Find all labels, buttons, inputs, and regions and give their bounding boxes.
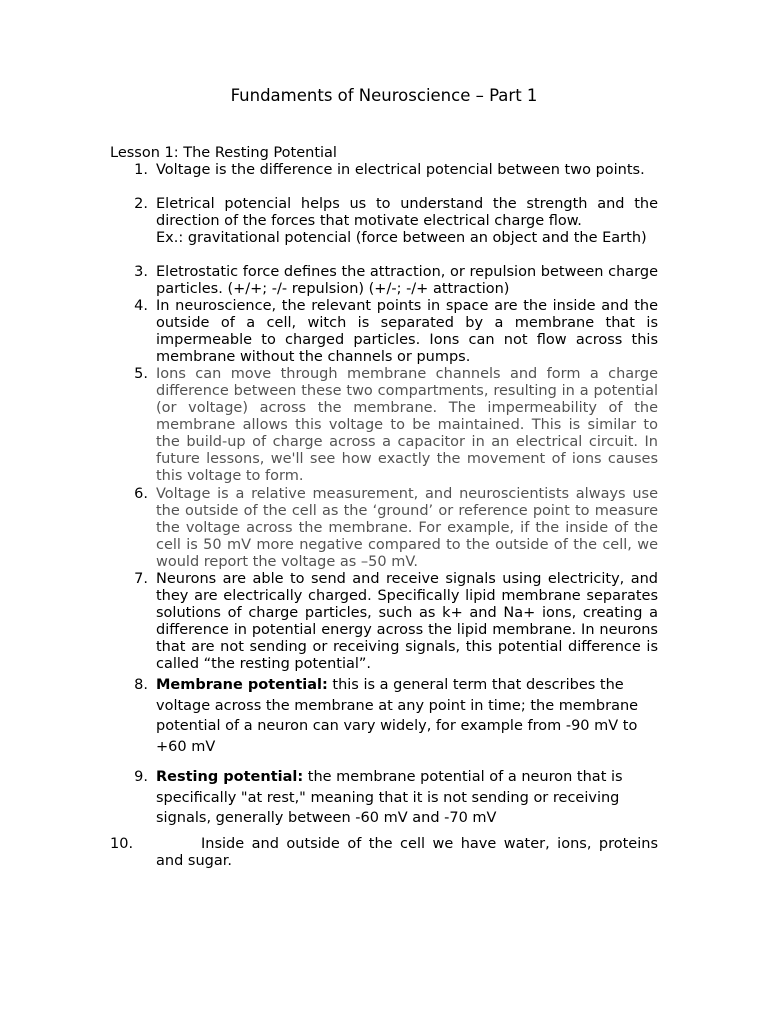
list-item-5: [134, 366, 658, 485]
list-item-text: [156, 767, 658, 829]
list-item-text: Voltage is the difference in electrical potencial between two points.: [156, 162, 645, 178]
list-item-8: [134, 675, 658, 757]
definition-text: the membrane potential of a neuron that is specifically "at rest," meaning that it is not sending or receiving signals, generally between -60 mV and -70 mV: [156, 769, 623, 826]
list-item-7: [134, 571, 658, 673]
term-membrane-potential: Membrane potential:: [156, 677, 328, 693]
list-item-number: 5.: [134, 366, 148, 382]
list-item-number: 6.: [134, 486, 148, 502]
list-item-text: Ions can move through membrane channels and form a charge difference between these two compartments, resulting in a potential (or voltage) across the membrane. The impermeability of the membrane allows this voltage to be maintained. This is similar to the build-up of charge across a capacitor in an electrical circuit. In future lessons, we'll see how exactly the movement of ions causes this voltage to form.: [156, 366, 658, 484]
list-item-4: [134, 298, 658, 366]
list-item-text: Eletrostatic force defines the attraction, or repulsion between charge particles. (+/+; -/- repulsion) (+/-; -/+ attraction): [156, 264, 658, 297]
list-item-number: 10.: [110, 836, 134, 852]
document-title: Fundaments of Neuroscience – Part 1: [230, 86, 538, 105]
list-item-9: [134, 767, 658, 829]
list-item-text: Eletrical potencial helps us to understand the strength and the direction of the forces that motivate electrical charge flow.: [156, 196, 658, 229]
list-item-number: 2.: [134, 196, 148, 212]
list-item-example: Ex.: gravitational potencial (force between an object and the Earth): [156, 230, 647, 246]
term-resting-potential: Resting potential:: [156, 769, 304, 785]
list-item-6: [134, 486, 658, 571]
list-item-number: 3.: [134, 264, 148, 280]
list-item-body: Inside and outside of the cell we have water, ions, proteins and sugar.: [156, 836, 658, 869]
list-item-text: [110, 836, 658, 870]
list-item-number: 4.: [134, 298, 148, 314]
list-item-text: [156, 675, 658, 757]
definition-text: this is a general term that describes the voltage across the membrane at any point in time; the membrane potential of a neuron can vary widely, for example from -90 mV to +60 mV: [156, 677, 639, 755]
list-item-1: [134, 162, 658, 179]
list-item-text: Voltage is a relative measurement, and neuroscientists always use the outside of the cell as the ‘ground’ or reference point to measure the voltage across the membrane. For example, if the inside of the cell is 50 mV more negative compared to the outside of the cell, we would report the voltage as –50 mV.: [156, 486, 658, 570]
list-item-text: In neuroscience, the relevant points in space are the inside and the outside of a cell, witch is separated by a membrane that is impermeable to charged particles. Ions can not flow across this membrane without the channels or pumps.: [156, 298, 658, 365]
list-item-number: 9.: [134, 769, 148, 785]
list-item-3: [134, 264, 658, 298]
list-item-number: 8.: [134, 677, 148, 693]
list-item-text: Neurons are able to send and receive signals using electricity, and they are electrically charged. Specifically lipid membrane separates solutions of charge particles, such as k+ and Na+ ions, creating a difference in potential energy across the lipid membrane. In neurons that are not sending or receiving signals, this potential difference is called “the resting potential”.: [156, 571, 658, 672]
list-item-2: [134, 196, 658, 247]
list-item-number: 7.: [134, 571, 148, 587]
list-item-10: [110, 836, 658, 870]
lesson-heading: Lesson 1: The Resting Potential: [110, 145, 337, 161]
list-item-number: 1.: [134, 162, 148, 178]
